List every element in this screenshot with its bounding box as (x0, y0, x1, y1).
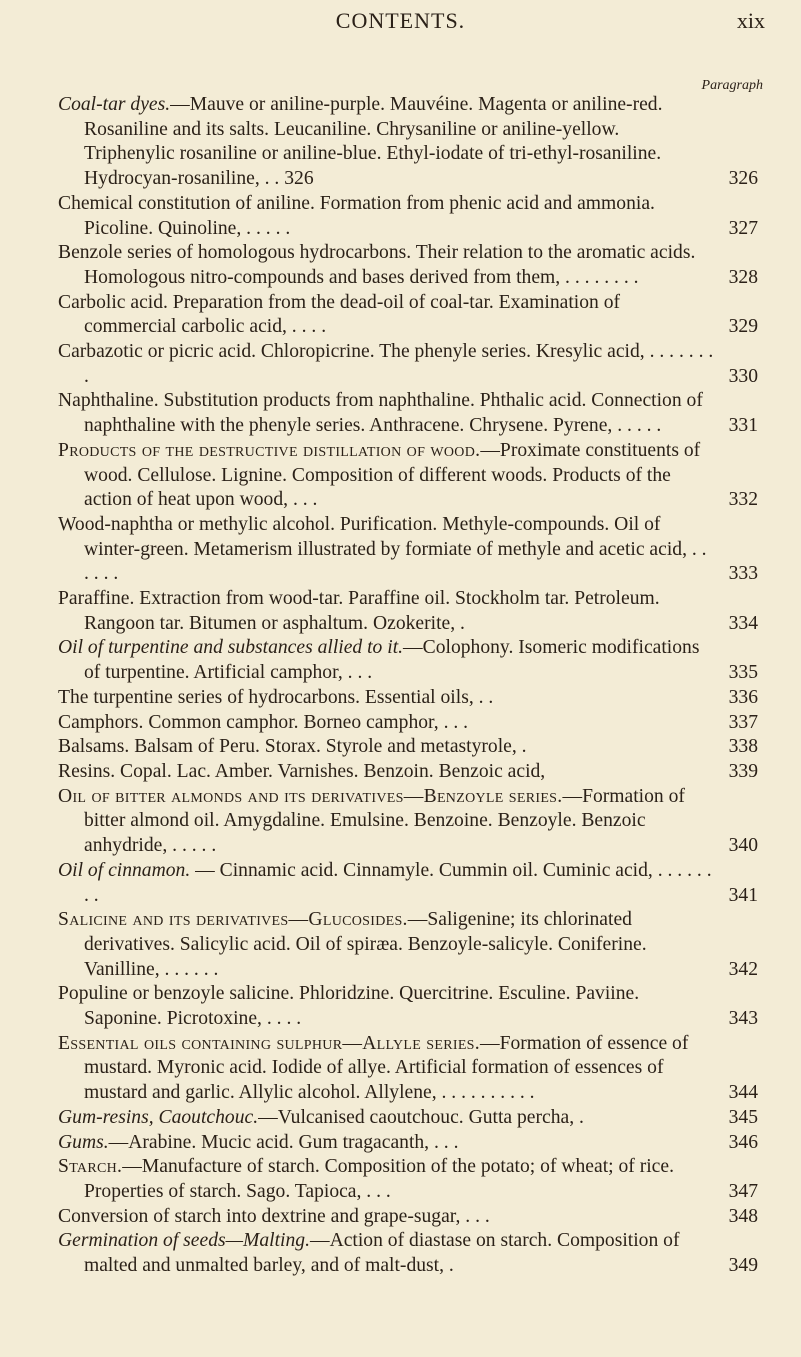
entry-text-block (58, 760, 714, 785)
paragraph-number: 328 (728, 266, 758, 288)
entry-text: — Cinnamic acid. Cinnamyle. Cummin oil. Cuminic acid, . . . . . . . . (84, 859, 712, 906)
entry-text-block (58, 1155, 714, 1204)
toc-entry (58, 1106, 758, 1131)
entry-text: —Arabine. Mucic acid. Gum tragacanth, . . . (108, 1131, 459, 1153)
entry-text: Paraffine. Extraction from wood-tar. Paraffine oil. Stockholm tar. Petroleum. Rangoon tar. Bitumen or asphaltum. Ozokerite, . (58, 588, 660, 634)
paragraph-number: 337 (728, 711, 758, 733)
entry-text: —Saligenine; its chlorinated derivatives. Salicylic acid. Oil of spiræa. Benzoyle-salicyle. Coniferine. Vanilline, . . . . . . (84, 909, 647, 980)
entry-text: Resins. Copal. Lac. Amber. Varnishes. Benzoin. Benzoic acid, (58, 760, 546, 782)
entry-text-block (58, 587, 714, 636)
entry-text: Carbazotic or picric acid. Chloropicrine. The phenyle series. Kresylic acid, . . . . . . . . (58, 341, 714, 387)
entry-heading: Starch. (58, 1156, 123, 1178)
toc-entry (58, 908, 758, 982)
toc-entry (58, 859, 758, 908)
entry-text-block (58, 1131, 714, 1156)
entry-text-block (58, 711, 714, 736)
toc-entry (58, 1131, 758, 1156)
paragraph-number: 326 (728, 168, 758, 190)
toc-entry (58, 760, 758, 785)
page-title: CONTENTS. (335, 8, 466, 33)
entry-heading: Essential oils containing sulphur—Allyle series. (58, 1032, 480, 1054)
paragraph-number: 329 (728, 316, 758, 338)
entry-text: —Vulcanised caoutchouc. Gutta percha, . (258, 1106, 584, 1128)
toc-entry (58, 735, 758, 760)
page-number: xix (736, 8, 765, 33)
paragraph-number: 341 (728, 884, 758, 906)
toc-entry (58, 241, 758, 290)
entry-heading: Germination of seeds—Malting. (58, 1230, 310, 1252)
entry-text-block (58, 636, 714, 685)
entry-text: Balsams. Balsam of Peru. Storax. Styrole and metastyrole, . (58, 736, 527, 758)
paragraph-number: 334 (728, 612, 758, 634)
entry-text: —Formation of bitter almond oil. Amygdaline. Emulsine. Benzoine. Benzoyle. Benzoic anhydride, . . . . . (84, 785, 685, 857)
paragraph-number: 331 (728, 415, 758, 437)
toc-entry (58, 636, 758, 685)
entry-text-block (58, 241, 714, 290)
entry-text: Chemical constitution of aniline. Formation from phenic acid and ammonia. Picoline. Quinoline, . . . . . (58, 192, 655, 239)
toc-entry (58, 587, 758, 636)
entry-heading: Oil of bitter almonds and its derivatives—Benzoyle series. (58, 785, 563, 807)
toc-entry (58, 389, 758, 438)
entry-text: —Action of diastase on starch. Composition of malted and unmalted barley, and of malt-dust, . (84, 1230, 680, 1277)
entry-text-block (58, 340, 714, 389)
paragraph-number: 332 (728, 489, 758, 511)
toc-entry (58, 686, 758, 711)
contents-list (58, 93, 758, 1279)
entry-text: Benzole series of homologous hydrocarbons. Their relation to the aromatic acids. Homologous nitro-compounds and bases derived from them, . . . . . . . . (58, 242, 696, 288)
entry-heading: Oil of cinnamon. (58, 859, 191, 881)
toc-entry (58, 513, 758, 587)
entry-heading: Products of the destructive distillation of wood. (58, 439, 481, 461)
toc-entry (58, 1229, 758, 1278)
paragraph-number: 347 (728, 1180, 758, 1202)
paragraph-number: 345 (728, 1106, 758, 1128)
paragraph-number: 339 (728, 760, 758, 782)
entry-text: —Formation of essence of mustard. Myronic acid. Iodide of allye. Artificial formation of essences of mustard and garlic. Allylic alcohol. Allylene, . . . . . . . . . . (84, 1032, 689, 1104)
entry-text-block (58, 93, 714, 192)
paragraph-number: 330 (728, 365, 758, 387)
paragraph-number: 327 (728, 217, 758, 239)
toc-entry (58, 711, 758, 736)
entry-heading: Coal-tar dyes. (58, 94, 171, 115)
toc-entry (58, 1205, 758, 1230)
toc-entry (58, 439, 758, 513)
paragraph-number: 335 (728, 662, 758, 684)
running-header (0, 8, 801, 38)
entry-text-block (58, 735, 714, 760)
paragraph-number: 338 (728, 736, 758, 758)
entry-text: The turpentine series of hydrocarbons. Essential oils, . . (58, 686, 494, 708)
column-label: Paragraph (701, 78, 763, 93)
entry-text: Wood-naphtha or methylic alcohol. Purification. Methyle-compounds. Oil of winter-green. Metamerism illustrated by formiate of methyle and acetic acid, . . . . . . (58, 513, 707, 585)
entry-text-block (58, 785, 714, 859)
entry-text: —Mauve or aniline-purple. Mauvéine. Magenta or aniline-red. Rosaniline and its salts. Leucaniline. Chrysaniline or aniline-yellow. Triphenylic rosaniline or aniline-blue. Ethyl-iodate of tri-ethyl-rosaniline. Hydrocyan-rosaniline, . . 326 (84, 94, 663, 190)
toc-entry (58, 291, 758, 340)
entry-text-block (58, 192, 714, 241)
paragraph-number: 342 (728, 958, 758, 980)
paragraph-number: 343 (728, 1008, 758, 1030)
entry-text: Carbolic acid. Preparation from the dead-oil of coal-tar. Examination of commercial carbolic acid, . . . . (58, 291, 621, 338)
paragraph-number: 349 (728, 1255, 758, 1277)
paragraph-number: 344 (728, 1082, 758, 1104)
entry-heading: Salicine and its derivatives—Glucosides. (58, 909, 408, 931)
entry-text: Camphors. Common camphor. Borneo camphor, . . . (58, 711, 469, 733)
paragraph-number: 346 (728, 1131, 758, 1153)
entry-text-block (58, 1229, 714, 1278)
entry-text: Populine or benzoyle salicine. Phloridzine. Quercitrine. Esculine. Paviine. Saponine. Picrotoxine, . . . . (58, 983, 640, 1030)
entry-text: —Proximate constituents of wood. Cellulose. Lignine. Composition of different woods. Products of the action of heat upon wood, . . . (84, 439, 701, 511)
entry-text-block (58, 859, 714, 908)
entry-text-block (58, 1106, 714, 1131)
entry-text: —Manufacture of starch. Composition of the potato; of wheat; of rice. Properties of starch. Sago. Tapioca, . . . (84, 1156, 674, 1202)
entry-text-block (58, 291, 714, 340)
entry-text-block (58, 686, 714, 711)
toc-entry (58, 785, 758, 859)
paragraph-number: 336 (728, 686, 758, 708)
toc-entry (58, 1032, 758, 1106)
paragraph-number: 333 (728, 563, 758, 585)
toc-entry (58, 192, 758, 241)
paragraph-number: 348 (728, 1205, 758, 1227)
entry-text-block (58, 513, 714, 587)
entry-heading: Gum-resins, Caoutchouc. (58, 1106, 259, 1128)
entry-text: —Colophony. Isomeric modifications of turpentine. Artificial camphor, . . . (84, 637, 700, 684)
entry-text-block (58, 1205, 714, 1230)
toc-entry (58, 93, 758, 192)
entry-heading: Gums. (58, 1131, 109, 1153)
entry-text-block (58, 908, 714, 982)
entry-text-block (58, 389, 714, 438)
entry-text-block (58, 982, 714, 1031)
toc-entry (58, 1155, 758, 1204)
toc-entry (58, 982, 758, 1031)
entry-text: Naphthaline. Substitution products from naphthaline. Phthalic acid. Connection of naphthaline with the phenyle series. Anthracene. Chrysene. Pyrene, . . . . . (58, 390, 703, 437)
entry-text-block (58, 1032, 714, 1106)
toc-entry (58, 340, 758, 389)
entry-text: Conversion of starch into dextrine and grape-sugar, . . . (58, 1205, 490, 1227)
entry-heading: Oil of turpentine and substances allied to it. (58, 637, 404, 659)
entry-text-block (58, 439, 714, 513)
paragraph-number: 340 (728, 835, 758, 857)
